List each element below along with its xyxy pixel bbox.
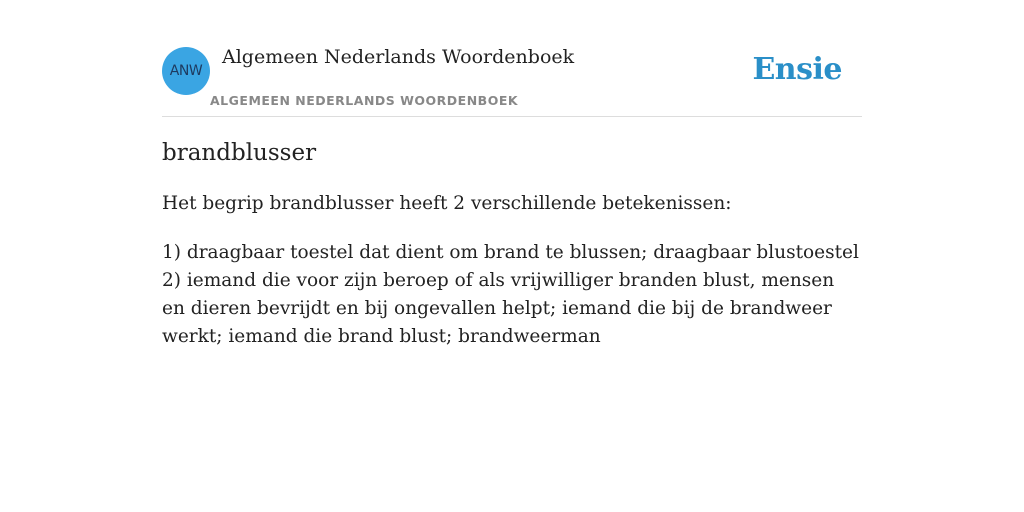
page-container [162, 0, 862, 347]
meaning-item: 1) draagbaar toestel dat dient om brand te blussen; draagbaar blustoestel [162, 242, 859, 263]
header [162, 0, 862, 117]
logo-text: ANW [169, 63, 203, 79]
meanings-list [162, 239, 862, 351]
anw-logo[interactable] [162, 47, 210, 95]
source-subtitle: ALGEMEEN NEDERLANDS WOORDENBOEK [210, 93, 519, 108]
meaning-item: 2) iemand die voor zijn beroep of als vrijwilliger branden blust, mensen en dieren bevrijdt en bij ongevallen helpt; iemand die bij de brandweer werkt; iemand die brand blust; brandweerman [162, 270, 835, 347]
entry-intro: Het begrip brandblusser heeft 2 verschillende betekenissen: [162, 193, 732, 214]
ensie-logo-link[interactable]: Ensie [752, 52, 842, 87]
source-title[interactable]: Algemeen Nederlands Woordenboek [222, 46, 575, 68]
headword: brandblusser [162, 140, 317, 166]
